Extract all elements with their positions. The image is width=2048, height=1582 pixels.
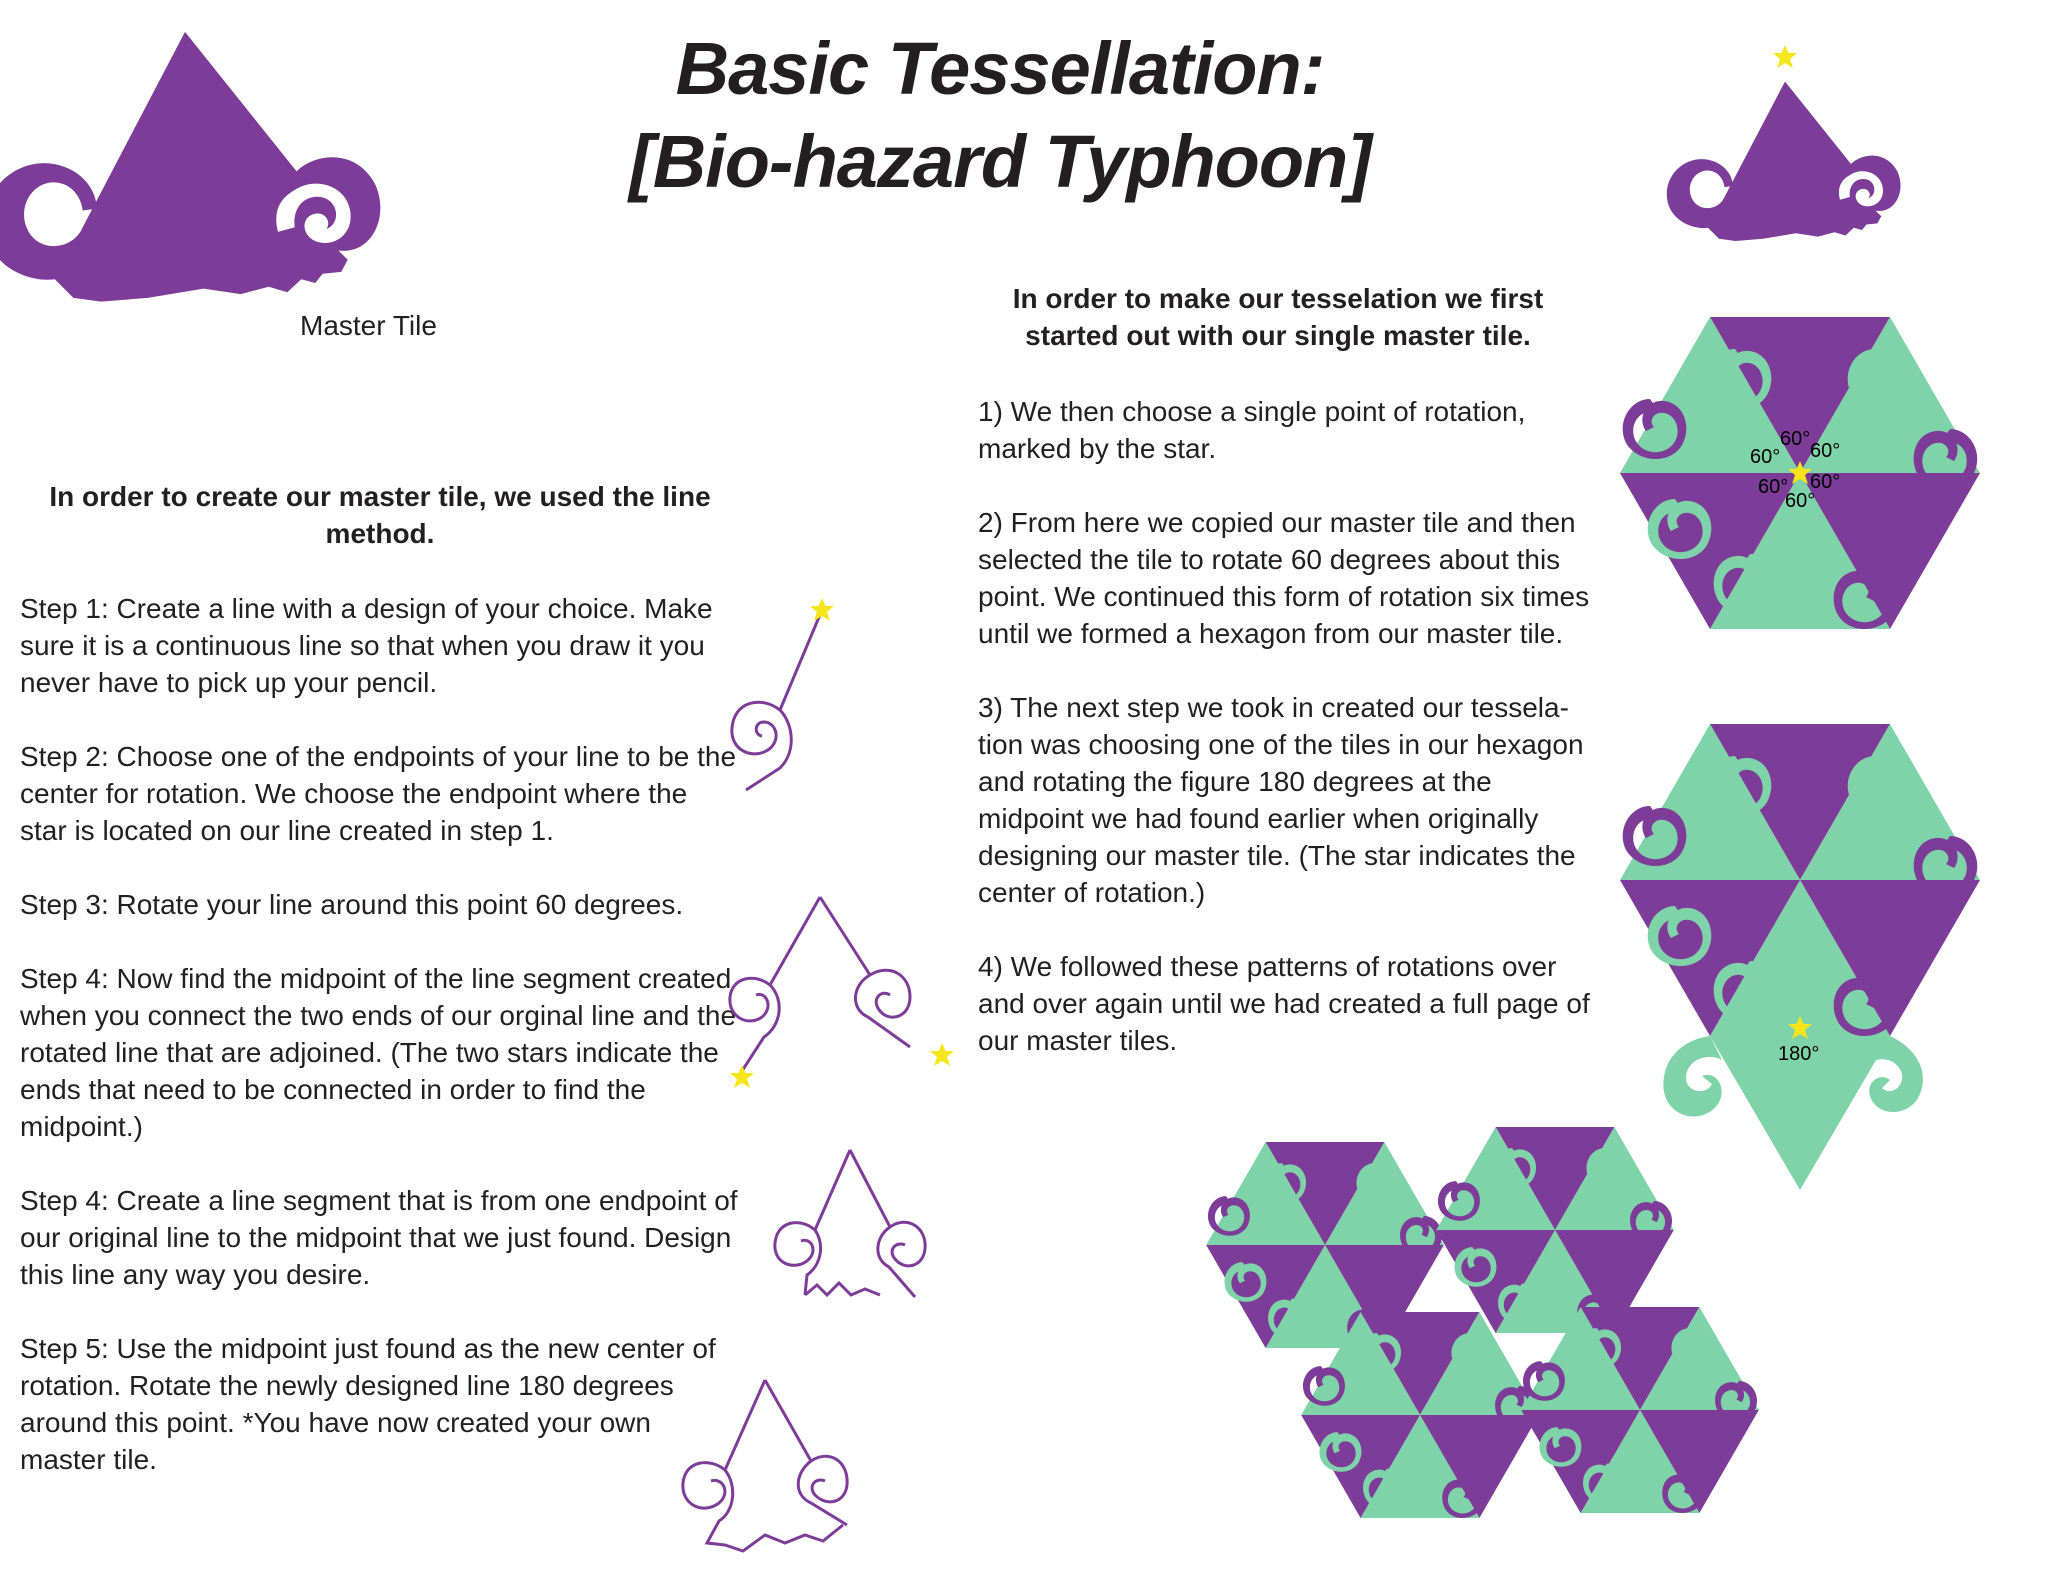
- master-tile-star-shape: [1680, 30, 1900, 250]
- spiral-line-drawing-step4: [755, 1145, 975, 1325]
- step-5-text: Step 5: Use the midpoint just found as the new center of rotation. Rotate the newly designed line 180 degrees around this point. *You have now created your own master tile.: [20, 1333, 716, 1475]
- master-tile-shape: [10, 0, 390, 320]
- angle-label-60-f: 60°: [1785, 490, 1816, 512]
- star-icon: [930, 1043, 954, 1066]
- angle-label-60-e: 60°: [1758, 476, 1789, 498]
- angle-label-60-d: 60°: [1810, 471, 1841, 493]
- left-steps: [20, 590, 740, 1515]
- right-step-4-text: 4) We followed these patterns of rotations over and over again until we had created a full page of our master tiles.: [978, 951, 1590, 1056]
- left-section: [20, 478, 740, 552]
- right-section: [978, 280, 1598, 354]
- angle-label-60-a: 60°: [1780, 428, 1811, 450]
- right-step-3-text: 3) The next step we took in created our tessela-tion was choosing one of the tiles in our hexagon and rotating the figure 180 degrees at the midpoint we had found earlier when originally designing our master tile. (The star indicates the center of rotation.): [978, 692, 1584, 908]
- left-heading: In order to create our master tile, we used the line method.: [49, 481, 711, 549]
- step-4b-text: Step 4: Create a line segment that is from one endpoint of our original line to the midpoint that we just found. Design this line any way you desire.: [20, 1185, 738, 1290]
- step-2-text: Step 2: Choose one of the endpoints of your line to be the center for rotation. We choose the endpoint where the star is located on our line created in step 1.: [20, 741, 737, 846]
- right-steps: [978, 393, 1598, 1096]
- title-line-2: [Bio-hazard Typhoon]: [629, 120, 1371, 203]
- step-1-text: Step 1: Create a line with a design of your choice. Make sure it is a continuous line so that when you draw it you never have to pick up your pencil.: [20, 593, 713, 698]
- star-icon: [810, 598, 834, 621]
- right-step-1-text: 1) We then choose a single point of rotation, marked by the star.: [978, 396, 1526, 464]
- star-icon: [730, 1065, 754, 1088]
- right-step-2-text: 2) From here we copied our master tile and then selected the tile to rotate 60 degrees about this point. We continued this form of rotation six times until we formed a hexagon from our master tile.: [978, 507, 1590, 649]
- step-4-text: Step 4: Now find the midpoint of the line segment created when you connect the two ends of our orginal line and the rotated line that are adjoined. (The two stars indicate the ends that need to be connected in order to find the midpoint.): [20, 963, 737, 1142]
- hexagon-tessellation-full: [1200, 1110, 1800, 1560]
- spiral-line-drawing-step5: [665, 1375, 905, 1575]
- hexagon-tessellation-rotation: [1600, 295, 2000, 655]
- step-3-text: Step 3: Rotate your line around this point 60 degrees.: [20, 889, 684, 920]
- angle-label-60-c: 60°: [1750, 446, 1781, 468]
- spiral-line-drawing-step1: [720, 590, 860, 790]
- star-icon: [1773, 45, 1797, 68]
- title-line-1: Basic Tessellation:: [675, 27, 1325, 110]
- right-heading: In order to make our tesselation we first started out with our single master tile.: [1012, 283, 1544, 351]
- page-title: [560, 22, 1440, 208]
- angle-label-180: 180°: [1778, 1043, 1820, 1065]
- spiral-line-drawing-step3: [720, 885, 960, 1105]
- angle-label-60-b: 60°: [1810, 440, 1841, 462]
- master-tile-caption: Master Tile: [300, 310, 437, 341]
